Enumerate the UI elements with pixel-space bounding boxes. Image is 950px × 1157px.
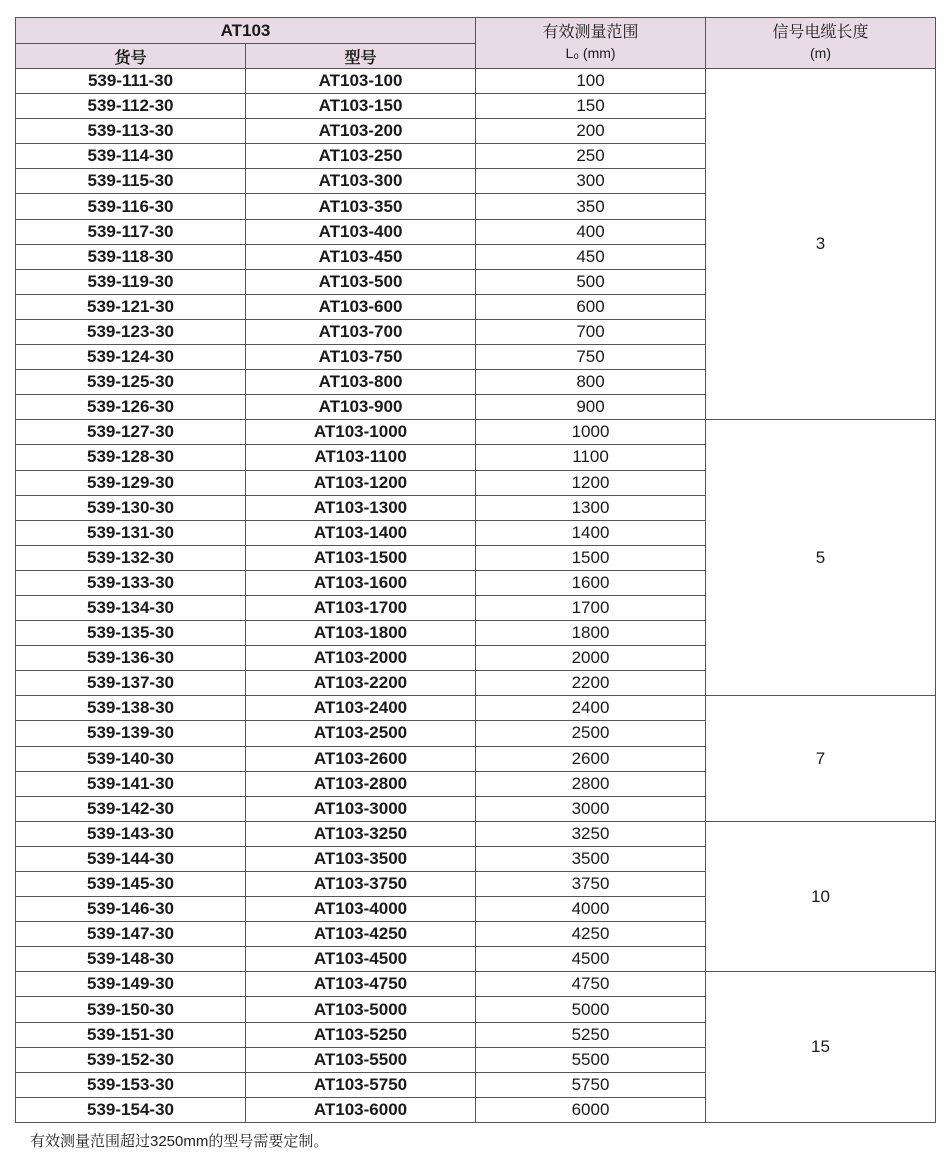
code-cell: 539-123-30 [16,319,246,344]
model-cell: AT103-400 [246,219,476,244]
model-cell: AT103-5750 [246,1072,476,1097]
range-cell: 4000 [476,897,706,922]
cable-header-line1: 信号电缆长度 [772,24,869,41]
model-cell: AT103-1300 [246,495,476,520]
spec-table [15,17,936,1123]
model-header: 型号 [246,44,476,69]
range-cell: 3250 [476,821,706,846]
code-cell: 539-115-30 [16,169,246,194]
range-cell: 4250 [476,922,706,947]
code-cell: 539-119-30 [16,269,246,294]
cable-length-cell: 3 [706,69,936,420]
code-cell: 539-111-30 [16,69,246,94]
range-cell: 200 [476,119,706,144]
cable-length-cell: 15 [706,972,936,1123]
range-cell: 150 [476,94,706,119]
range-header-line2: L₀ (mm) [565,45,616,61]
range-cell: 1800 [476,621,706,646]
code-cell: 539-153-30 [16,1072,246,1097]
model-cell: AT103-1700 [246,595,476,620]
model-cell: AT103-3250 [246,821,476,846]
range-cell: 1400 [476,520,706,545]
range-cell: 3500 [476,846,706,871]
model-cell: AT103-3750 [246,872,476,897]
code-cell: 539-116-30 [16,194,246,219]
range-cell: 4750 [476,972,706,997]
code-cell: 539-146-30 [16,897,246,922]
model-cell: AT103-750 [246,345,476,370]
series-header: AT103 [16,18,476,44]
range-cell: 2200 [476,671,706,696]
table-row [16,821,936,846]
range-cell: 2800 [476,771,706,796]
range-cell: 2600 [476,746,706,771]
range-cell: 3000 [476,796,706,821]
code-cell: 539-154-30 [16,1097,246,1122]
model-cell: AT103-300 [246,169,476,194]
code-cell: 539-124-30 [16,345,246,370]
model-cell: AT103-5500 [246,1047,476,1072]
range-cell: 2400 [476,696,706,721]
model-cell: AT103-5250 [246,1022,476,1047]
code-cell: 539-117-30 [16,219,246,244]
range-header [476,18,706,69]
range-cell: 4500 [476,947,706,972]
code-cell: 539-134-30 [16,595,246,620]
model-cell: AT103-4250 [246,922,476,947]
model-cell: AT103-1600 [246,570,476,595]
table-row [16,696,936,721]
model-cell: AT103-3500 [246,846,476,871]
model-cell: AT103-1500 [246,545,476,570]
table-row [16,972,936,997]
cable-header-line2: (m) [810,45,832,61]
range-cell: 2500 [476,721,706,746]
code-cell: 539-149-30 [16,972,246,997]
range-cell: 250 [476,144,706,169]
code-cell: 539-130-30 [16,495,246,520]
code-cell: 539-112-30 [16,94,246,119]
range-cell: 700 [476,319,706,344]
range-cell: 1500 [476,545,706,570]
range-cell: 2000 [476,646,706,671]
range-cell: 1100 [476,445,706,470]
range-cell: 1300 [476,495,706,520]
code-cell: 539-140-30 [16,746,246,771]
footnote: 有效测量范围超过3250mm的型号需要定制。 [30,1133,329,1150]
code-cell: 539-135-30 [16,621,246,646]
range-cell: 900 [476,395,706,420]
range-header-line1: 有效测量范围 [542,24,639,41]
model-cell: AT103-3000 [246,796,476,821]
model-cell: AT103-700 [246,319,476,344]
code-cell: 539-141-30 [16,771,246,796]
model-cell: AT103-1400 [246,520,476,545]
code-cell: 539-128-30 [16,445,246,470]
code-cell: 539-144-30 [16,846,246,871]
code-cell: 539-142-30 [16,796,246,821]
model-cell: AT103-250 [246,144,476,169]
cable-length-cell: 5 [706,420,936,696]
code-cell: 539-143-30 [16,821,246,846]
range-cell: 1600 [476,570,706,595]
model-cell: AT103-800 [246,370,476,395]
code-cell: 539-131-30 [16,520,246,545]
range-cell: 5750 [476,1072,706,1097]
range-cell: 800 [476,370,706,395]
model-cell: AT103-5000 [246,997,476,1022]
range-cell: 750 [476,345,706,370]
code-cell: 539-113-30 [16,119,246,144]
model-cell: AT103-350 [246,194,476,219]
range-cell: 1700 [476,595,706,620]
model-cell: AT103-2600 [246,746,476,771]
range-cell: 600 [476,294,706,319]
code-cell: 539-148-30 [16,947,246,972]
code-cell: 539-147-30 [16,922,246,947]
range-cell: 1000 [476,420,706,445]
code-cell: 539-125-30 [16,370,246,395]
code-cell: 539-129-30 [16,470,246,495]
code-cell: 539-132-30 [16,545,246,570]
model-cell: AT103-600 [246,294,476,319]
code-cell: 539-121-30 [16,294,246,319]
table-row [16,420,936,445]
code-cell: 539-133-30 [16,570,246,595]
code-cell: 539-151-30 [16,1022,246,1047]
model-cell: AT103-4750 [246,972,476,997]
range-cell: 100 [476,69,706,94]
model-cell: AT103-200 [246,119,476,144]
model-cell: AT103-6000 [246,1097,476,1122]
code-header: 货号 [16,44,246,69]
model-cell: AT103-1000 [246,420,476,445]
cable-length-cell: 10 [706,821,936,972]
model-cell: AT103-450 [246,244,476,269]
code-cell: 539-114-30 [16,144,246,169]
code-cell: 539-137-30 [16,671,246,696]
code-cell: 539-145-30 [16,872,246,897]
model-cell: AT103-4500 [246,947,476,972]
cable-header [706,18,936,69]
range-cell: 1200 [476,470,706,495]
model-cell: AT103-4000 [246,897,476,922]
range-cell: 5000 [476,997,706,1022]
range-cell: 350 [476,194,706,219]
range-cell: 5250 [476,1022,706,1047]
range-cell: 6000 [476,1097,706,1122]
code-cell: 539-150-30 [16,997,246,1022]
model-cell: AT103-2000 [246,646,476,671]
model-cell: AT103-1100 [246,445,476,470]
code-cell: 539-126-30 [16,395,246,420]
range-cell: 3750 [476,872,706,897]
model-cell: AT103-2400 [246,696,476,721]
model-cell: AT103-2500 [246,721,476,746]
model-cell: AT103-2200 [246,671,476,696]
model-cell: AT103-150 [246,94,476,119]
range-cell: 500 [476,269,706,294]
table-row [16,69,936,94]
range-cell: 450 [476,244,706,269]
code-cell: 539-139-30 [16,721,246,746]
range-cell: 400 [476,219,706,244]
model-cell: AT103-1200 [246,470,476,495]
code-cell: 539-118-30 [16,244,246,269]
range-cell: 300 [476,169,706,194]
model-cell: AT103-1800 [246,621,476,646]
code-cell: 539-138-30 [16,696,246,721]
range-cell: 5500 [476,1047,706,1072]
model-cell: AT103-2800 [246,771,476,796]
code-cell: 539-152-30 [16,1047,246,1072]
model-cell: AT103-500 [246,269,476,294]
code-cell: 539-127-30 [16,420,246,445]
model-cell: AT103-900 [246,395,476,420]
table-body [16,69,936,1123]
cable-length-cell: 7 [706,696,936,821]
code-cell: 539-136-30 [16,646,246,671]
model-cell: AT103-100 [246,69,476,94]
